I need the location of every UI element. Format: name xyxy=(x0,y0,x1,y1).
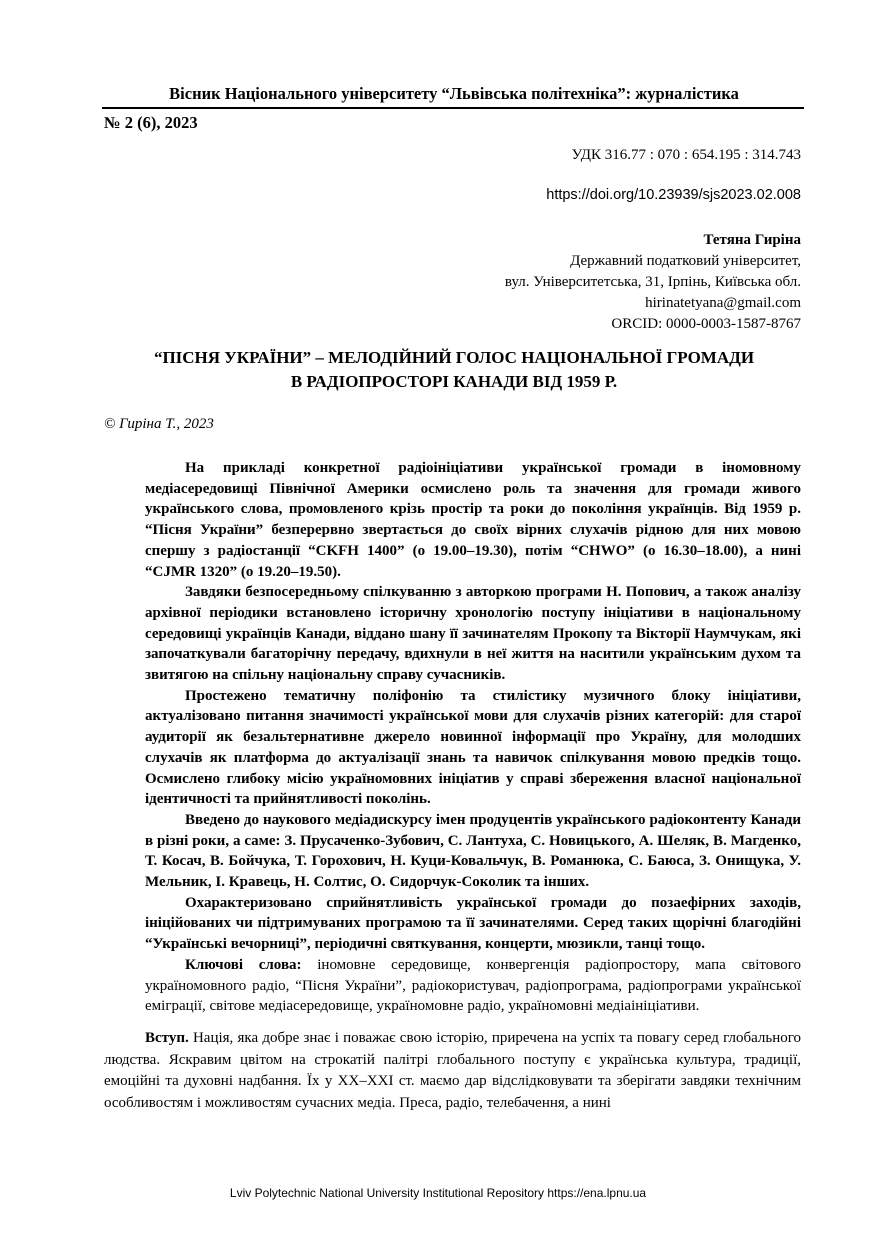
author-affiliation: Державний податковий університет, xyxy=(570,253,801,269)
article-title-line-1: “ПІСНЯ УКРАЇНИ” – МЕЛОДІЙНИЙ ГОЛОС НАЦІОНАЛЬНОЇ ГРОМАДИ xyxy=(153,348,755,367)
issue-number: № 2 (6), 2023 xyxy=(104,113,198,132)
keywords xyxy=(145,955,801,1017)
author-email[interactable]: hirinatetyana@gmail.com xyxy=(645,295,801,311)
article-title-line-2: В РАДІОПРОСТОРІ КАНАДИ ВІД 1959 Р. xyxy=(290,372,618,391)
header-divider xyxy=(102,107,804,109)
keywords-text: іномовне середовище, конвергенція радіопростору, мапа світового україномовного радіо, “Пісня України”, радіокористувач, радіопрограма, радіопрограми української еміграції, світове медіасередовище, україномовне радіо, україномовні медіаініціативи. xyxy=(145,956,802,1015)
author-orcid: ORCID: 0000-0003-1587-8767 xyxy=(611,316,801,332)
intro-text: Нація, яка добре знає і поважає свою історію, приречена на успіх та повагу серед глобального людства. Яскравим цвітом на строкатій палітрі глобального поступу є українська культура, традиції, емоційні та духовні надбання. Їх у XX–XXI ст. маємо дар відслідковувати та зберігати завдяки технічним особливостям і можливостям сучасних медіа. Преса, радіо, телебачення, а нині xyxy=(104,1030,802,1111)
author-name: Тетяна Гиріна xyxy=(703,232,801,248)
introduction xyxy=(104,1028,801,1114)
journal-title: Вісник Національного університету “Львівська політехніка”: журналістика xyxy=(169,84,739,103)
intro-paragraph xyxy=(104,1028,801,1114)
abstract-paragraph: На прикладі конкретної радіоініціативи української громади в іномовному медіасередовищі Північної Америки осмислено роль та значення для громади живого українського слова, промовленого крізь простір та роки до покоління українців. Від 1959 р. “Пісня України” безперервно звертається до своїх вірних слухачів рідною для них мовою спершу з радіостанції “CKFH 1400” (о 19.00–19.30), потім “CHWO” (о 16.30–18.00), а нині “CJMR 1320” (о 19.20–19.50). xyxy=(145,460,801,580)
keywords-label: Ключові слова: xyxy=(185,956,302,973)
abstract-paragraph: Простежено тематичну поліфонію та стилістику музичного блоку ініціативи, актуалізовано питання значимості української мови для слухачів різних категорій: для старої аудиторії як безальтернативне джерело новинної інформації про Україну, для молодших слухачів як платформа до актуалізації знань та навичок спілкування мовою предків тощо. Осмислено глибоку місію україномовних ініціатив у справі збереження власної національної ідентичності та прийнятливості поколінь. xyxy=(145,687,801,808)
author-address: вул. Університетська, 31, Ірпінь, Київська обл. xyxy=(504,274,801,290)
repository-footer: Lviv Polytechnic National University Institutional Repository https://ena.lpnu.ua xyxy=(229,1186,647,1200)
author-block xyxy=(505,230,801,335)
copyright: © Гиріна Т., 2023 xyxy=(104,416,214,432)
abstract-paragraph: Введено до наукового медіадискурсу імен продуцентів українського радіоконтенту Канади в різні роки, а саме: З. Прусаченко-Зубович, С. Лантуха, С. Новицького, А. Шеляк, В. Магденко, Т. Косач, В. Бойчука, Т. Горохович, Н. Куци-Ковальчук, В. Романюка, С. Баюса, З. Онищука, У. Мельник, І. Кравець, Н. Солтис, О. Сидорчук-Соколик та інших. xyxy=(145,811,801,891)
intro-label: Вступ. xyxy=(145,1030,189,1046)
abstract xyxy=(145,458,801,1017)
udc-code: УДК 316.77 : 070 : 654.195 : 314.743 xyxy=(571,147,801,163)
abstract-paragraph: Охарактеризовано сприйнятливість української громади до позаефірних заходів, ініційованих чи підтримуваних програмою та її зачинателями. Серед таких щорічні благодійні “Українські вечорниці”, періодичні святкування, концерти, мюзикли, танці тощо. xyxy=(145,894,801,953)
abstract-paragraph: Завдяки безпосередньому спілкуванню з авторкою програми Н. Попович, а також аналізу архівної періодики встановлено історичну хронологію поступу ініціативи в національному середовищі українців Канади, віддано шану її зачинателям Прокопу та Вікторії Наумчукам, які започаткували багаторічну передачу, вдихнули в неї життя на наситили українським духом та звитягою на спільну національну справу сучасників. xyxy=(145,584,801,684)
doi-link[interactable]: https://doi.org/10.23939/sjs2023.02.008 xyxy=(546,187,801,203)
article-title xyxy=(104,346,804,394)
